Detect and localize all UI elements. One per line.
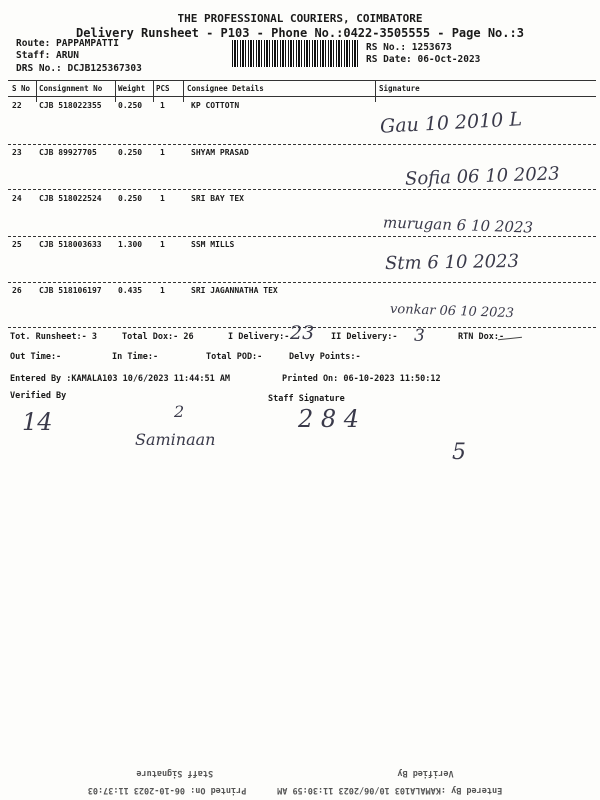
table-row-pcs: 1	[160, 286, 165, 295]
table-header-rule	[8, 96, 596, 97]
table-row-consignment: CJB 518022355	[39, 101, 102, 110]
row-divider	[8, 189, 596, 190]
signature-row-24: murugan 6 10 2023	[382, 213, 534, 237]
table-row-sno: 23	[12, 148, 22, 157]
table-row-sno: 22	[12, 101, 22, 110]
mark-two: 2	[174, 402, 185, 421]
route-label: Route: PAPPAMPATTI	[16, 38, 119, 49]
table-row-consignee: SRI BAY TEX	[191, 194, 244, 203]
table-row-consignment: CJB 518003633	[39, 240, 102, 249]
table-row-pcs: 1	[160, 194, 165, 203]
row-divider	[8, 144, 596, 145]
table-row-consignee: SRI JAGANNATHA TEX	[191, 286, 278, 295]
table-row-sno: 26	[12, 286, 22, 295]
barcode	[232, 40, 360, 67]
staff-signature-label: Staff Signature	[268, 394, 345, 404]
column-divider	[153, 80, 154, 102]
ii-delivery-value: 3	[414, 326, 425, 346]
tot-runsheet: Tot. Runsheet:- 3	[10, 332, 97, 342]
table-row-weight: 1.300	[118, 240, 143, 249]
table-row-sno: 25	[12, 240, 22, 249]
table-row-pcs: 1	[160, 240, 165, 249]
bleed-through-line-2: Verified By Staff Signature	[136, 768, 454, 778]
rs-number: RS No.: 1253673	[366, 42, 452, 53]
printed-on: Printed On: 06-10-2023 11:50:12	[282, 374, 441, 384]
column-divider	[36, 80, 37, 102]
column-divider	[183, 80, 184, 102]
column-divider	[115, 80, 116, 102]
signature-row-22: Gau 10 2010 L	[379, 108, 523, 138]
mark-five: 5	[452, 440, 466, 465]
signature-row-23: Sofia 06 10 2023	[404, 163, 561, 190]
verified-by-label: Verified By	[10, 391, 67, 401]
verified-signature: Saminaan	[135, 430, 216, 449]
table-row-weight: 0.250	[118, 148, 143, 157]
ii-delivery-label: II Delivery:-	[331, 332, 398, 342]
rs-date: RS Date: 06-Oct-2023	[366, 54, 481, 65]
table-row-weight: 0.250	[118, 194, 143, 203]
table-row-consignment: CJB 518022524	[39, 194, 102, 203]
column-divider	[375, 80, 376, 102]
table-row-weight: 0.435	[118, 286, 143, 295]
rtn-dox-label: RTN Dox:-	[458, 332, 505, 342]
company-title: THE PROFESSIONAL COURIERS, COIMBATORE	[177, 12, 423, 25]
entered-by: Entered By :KAMALA103 10/6/2023 11:44:51 AM	[10, 374, 231, 384]
header-sno: S No	[12, 84, 31, 93]
header-consignment: Consignment No	[39, 84, 103, 93]
table-row-consignee: SHYAM PRASAD	[191, 148, 249, 157]
i-delivery-label: I Delivery:-	[228, 332, 290, 342]
header-weight: Weight	[118, 84, 146, 93]
verified-mark: 14	[22, 408, 53, 436]
header-pcs: PCS	[156, 84, 170, 93]
table-row-pcs: 1	[160, 148, 165, 157]
i-delivery-value: 23	[290, 322, 315, 344]
table-top-rule	[8, 80, 596, 81]
out-time: Out Time:-	[10, 352, 62, 362]
drs-number: DRS No.: DCJB125367303	[16, 63, 142, 74]
in-time: In Time:-	[112, 352, 159, 362]
staff-signature-mark: 2 8 4	[298, 405, 360, 433]
table-row-consignee: SSM MILLS	[191, 240, 235, 249]
header-signature: Signature	[379, 84, 420, 93]
staff-label: Staff: ARUN	[16, 50, 79, 61]
signature-row-25: Stm 6 10 2023	[384, 250, 520, 275]
row-divider	[8, 236, 596, 237]
table-row-weight: 0.250	[118, 101, 143, 110]
table-row-consignment: CJB 518106197	[39, 286, 102, 295]
table-row-pcs: 1	[160, 101, 165, 110]
total-dox: Total Dox:- 26	[122, 332, 194, 342]
row-divider	[8, 282, 596, 283]
table-row-sno: 24	[12, 194, 22, 203]
table-row-consignment: CJB 89927705	[39, 148, 97, 157]
table-row-consignee: KP COTTOTN	[191, 101, 240, 110]
header-consignee: Consignee Details	[187, 84, 264, 93]
signature-row-26: vonkar 06 10 2023	[389, 301, 515, 322]
delvy-points: Delvy Points:-	[289, 352, 361, 362]
total-pod: Total POD:-	[206, 352, 263, 362]
runsheet-subtitle: Delivery Runsheet - P103 - Phone No.:0422-3505555 - Page No.:3	[76, 26, 524, 40]
bleed-through-line-1: Entered By :KAMALA103 10/06/2023 11:30:59 AM Printed On: 06-10-2023 11:37:03	[87, 785, 503, 795]
